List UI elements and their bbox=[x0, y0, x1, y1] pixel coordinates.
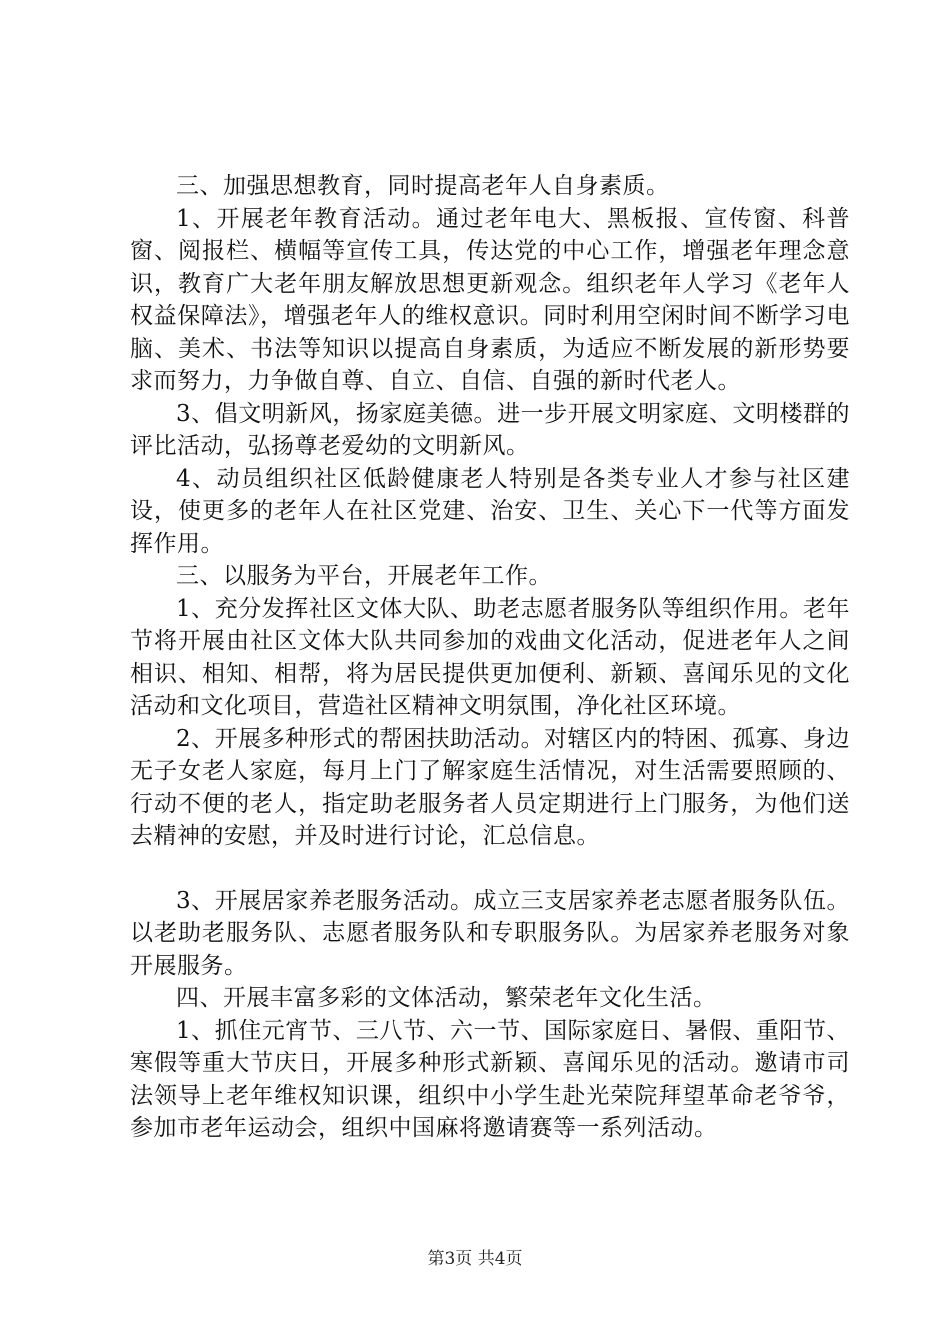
paragraph-assistance-activities: 2、开展多种形式的帮困扶助活动。对辖区内的特困、孤寡、身边无子女老人家庭，每月上门了解家庭生活情况，对生活需要照顾的、行动不便的老人，指定助老服务者人员定期进行上门服务，为他们送去精神的安慰，并及时进行讨论，汇总信息。 bbox=[130, 725, 850, 849]
heading-section-3-education: 三、加强思想教育，同时提高老年人自身素质。 bbox=[176, 173, 670, 199]
paragraph-elder-education: 1、开展老年教育活动。通过老年电大、黑板报、宣传窗、科普窗、阅报栏、横幅等宣传工具，传达党的中心工作，增强老年理念意识，教育广大老年朋友解放思想更新观念。组织老年人学习《老年人权益保障法》，增强老年人的维权意识。同时利用空闲时间不断学习电脑、美术、书法等知识以提高自身素质，为适应不断发展的新形势要求而努力，力争做自尊、自立、自信、自强的新时代老人。 bbox=[130, 205, 850, 394]
page-footer: 第3页 共4页 bbox=[427, 1249, 523, 1269]
paragraph-civilized-customs: 3、倡文明新风，扬家庭美德。进一步开展文明家庭、文明楼群的评比活动，弘扬尊老爱幼的文明新风。 bbox=[130, 400, 850, 459]
paragraph-home-care: 3、开展居家养老服务活动。成立三支居家养老志愿者服务队伍。以老助老服务队、志愿者服务队和专职服务队。为居家养老服务对象开展服务。 bbox=[130, 887, 850, 979]
document-body bbox=[130, 170, 850, 1145]
heading-section-4-culture: 四、开展丰富多彩的文体活动，繁荣老年文化生活。 bbox=[176, 985, 717, 1011]
paragraph-festival-activities: 1、抓住元宵节、三八节、六一节、国际家庭日、暑假、重阳节、寒假等重大节庆日，开展多种形式新颖、喜闻乐见的活动。邀请市司法领导上老年维权知识课，组织中小学生赴光荣院拜望革命老爷爷，参加市老年运动会，组织中国麻将邀请赛等一系列活动。 bbox=[130, 1017, 850, 1141]
paragraph-volunteer-teams: 1、充分发挥社区文体大队、助老志愿者服务队等组织作用。老年节将开展由社区文体大队共同参加的戏曲文化活动，促进老年人之间相识、相知、相帮，将为居民提供更加便利、新颖、喜闻乐见的文化活动和文化项目，营造社区精神文明氛围，净化社区环境。 bbox=[130, 595, 850, 719]
paragraph-spacer bbox=[130, 853, 850, 885]
heading-section-3-service: 三、以服务为平台，开展老年工作。 bbox=[176, 563, 552, 589]
paragraph-community-participation: 4、动员组织社区低龄健康老人特别是各类专业人才参与社区建设，使更多的老年人在社区党建、治安、卫生、关心下一代等方面发挥作用。 bbox=[130, 465, 850, 557]
